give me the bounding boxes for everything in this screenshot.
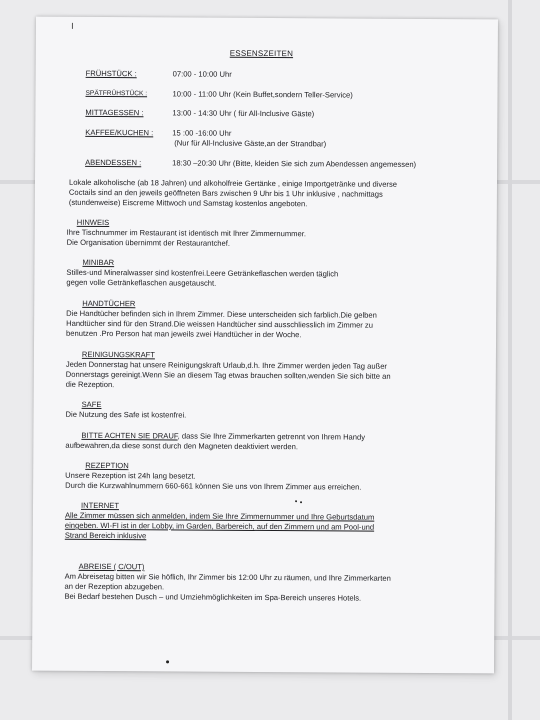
handtuecher-line-2: Handtücher sind für den Strand.Die weissen Handtücher sind ausschliesslich im Zimmer zu [66, 318, 373, 330]
internet-line-2: eingeben. WI-FI ist in der Lobby, im Garden, Barbereich, auf den Zimmern und am Pool-und [64, 520, 375, 532]
meal-time-abendessen: 18:30 –20:30 Uhr (Bitte, kleiden Sie sich zum Abendessen angemessen) [172, 158, 417, 169]
achtung-line-1-rest: , dass Sie Ihre Zimmerkarten getrennt von Ihrem Handy [177, 431, 366, 442]
heading-safe: SAFE [81, 399, 102, 410]
rezeption-line-2: Durch die Kurzwahlnummern 660-661 können Sie uns von Ihrem Zimmer aus erreichen. [65, 480, 362, 492]
abreise-line-1: Am Abreisetag bitten wir Sie höflich, Ihr Zimmer bis 12:00 Uhr zu räumen, und Ihre Zimmerkarten [64, 571, 391, 583]
safe-line-1: Die Nutzung des Safe ist kostenfrei. [65, 409, 187, 420]
achtung-line-2: aufbewahren,da diese sonst durch den Magneten deaktiviert werden. [65, 440, 299, 452]
internet-line-1: Alle Zimmer müssen sich anmelden, indem Sie Ihre Zimmernummer und Ihre Geburtsdatum [64, 510, 375, 522]
ink-dot [166, 660, 169, 663]
heading-achtung: BITTE ACHTEN SIE DRAUF [81, 430, 178, 441]
abreise-line-3: Bei Bedarf bestehen Dusch – und Umziehmöglichkeiten im Spa-Bereich unseres Hotels. [64, 591, 362, 603]
page-title: ESSENSZEITEN [229, 48, 294, 59]
heading-handtuecher: HANDTÜCHER [82, 298, 136, 309]
meal-label-mittagessen: MITTAGESSEN : [85, 107, 144, 118]
hinweis-line-1: Ihre Tischnummer im Restaurant ist identisch mit Ihrer Zimmernummer. [66, 227, 306, 239]
meal-label-spaetfruehstueck: SPÄTFRÜHSTÜCK : [85, 89, 148, 98]
pen-mark [72, 23, 73, 29]
reinigung-line-2: Donnerstags gereinigt.Wenn Sie an diesem Tag etwas brauchen sollten,wenden Sie sich bitte an [65, 369, 391, 381]
intro-line-1: Lokale alkoholische (ab 18 Jahren) und alkoholfreie Gertänke , einige Importgetränke und diverse [68, 177, 398, 189]
minibar-line-1: Stilles-und Mineralwasser sind kostenfrei.Leere Getränkeflaschen werden täglich [66, 267, 339, 279]
heading-minibar: MINIBAR [82, 257, 115, 268]
meal-label-abendessen: ABENDESSEN : [85, 157, 142, 168]
reinigung-line-1: Jeden Donnerstag hat unsere Reinigungskraft Urlaub,d.h. Ihre Zimmer werden jeden Tag außer [65, 359, 387, 371]
meal-label-fruehstueck: FRÜHSTÜCK : [85, 68, 137, 79]
paper-sheet [32, 17, 498, 674]
reinigung-line-3: die Rezeption. [65, 379, 115, 390]
intro-line-3: (stundenweise) Eiscreme Mittwoch und Samstag kostenlos angeboten. [68, 197, 308, 209]
abreise-line-2: an der Rezeption abzugeben. [64, 581, 165, 592]
heading-internet: INTERNET [80, 500, 120, 511]
hinweis-line-2: Die Organisation übernimmt der Restaurantchef. [66, 237, 230, 248]
meal-label-kaffee-kuchen: KAFFEE/KUCHEN : [85, 127, 154, 138]
meal-time-fruehstueck: 07:00 - 10:00 Uhr [172, 69, 232, 79]
meal-time-spaetfruehstueck: 10:00 - 11:00 Uhr (Kein Buffet,sondern Teller-Service) [172, 89, 353, 100]
handtuecher-line-1: Die Handtücher befinden sich in Ihrem Zimmer. Diese unterscheiden sich farblich.Die gelben [66, 308, 377, 320]
heading-abreise: ABREISE ( C/OUT) [78, 561, 145, 572]
internet-line-3: Strand Bereich inklusive [64, 530, 147, 541]
ink-dot [295, 500, 297, 502]
meal-note-kaffee-kuchen: (Nur für All-Inclusive Gäste,an der Strandbar) [174, 138, 327, 149]
minibar-line-2: gegen volle Getränkeflaschen ausgetauscht. [66, 277, 217, 288]
meal-time-mittagessen: 13:00 - 14:30 Uhr ( für All-Inclusive Gäste) [172, 108, 315, 119]
intro-line-2: Coctails sind an den jeweils geöffneten Bars zwischen 9 Uhr bis 1 Uhr inklusive , nachmittags [68, 187, 383, 199]
heading-reinigungskraft: REINIGUNGSKRAFT [81, 349, 155, 360]
heading-hinweis: HINWEIS [76, 217, 110, 228]
heading-rezeption: REZEPTION [85, 460, 129, 471]
handtuecher-line-3: benutzen .Pro Person hat man jeweils zwei Handtücher in der Woche. [66, 328, 302, 340]
rezeption-line-1: Unsere Rezeption ist 24h lang besetzt. [65, 470, 196, 481]
ink-dot [300, 501, 302, 503]
meal-time-kaffee-kuchen: 15 :00 -16:00 Uhr [172, 128, 232, 138]
